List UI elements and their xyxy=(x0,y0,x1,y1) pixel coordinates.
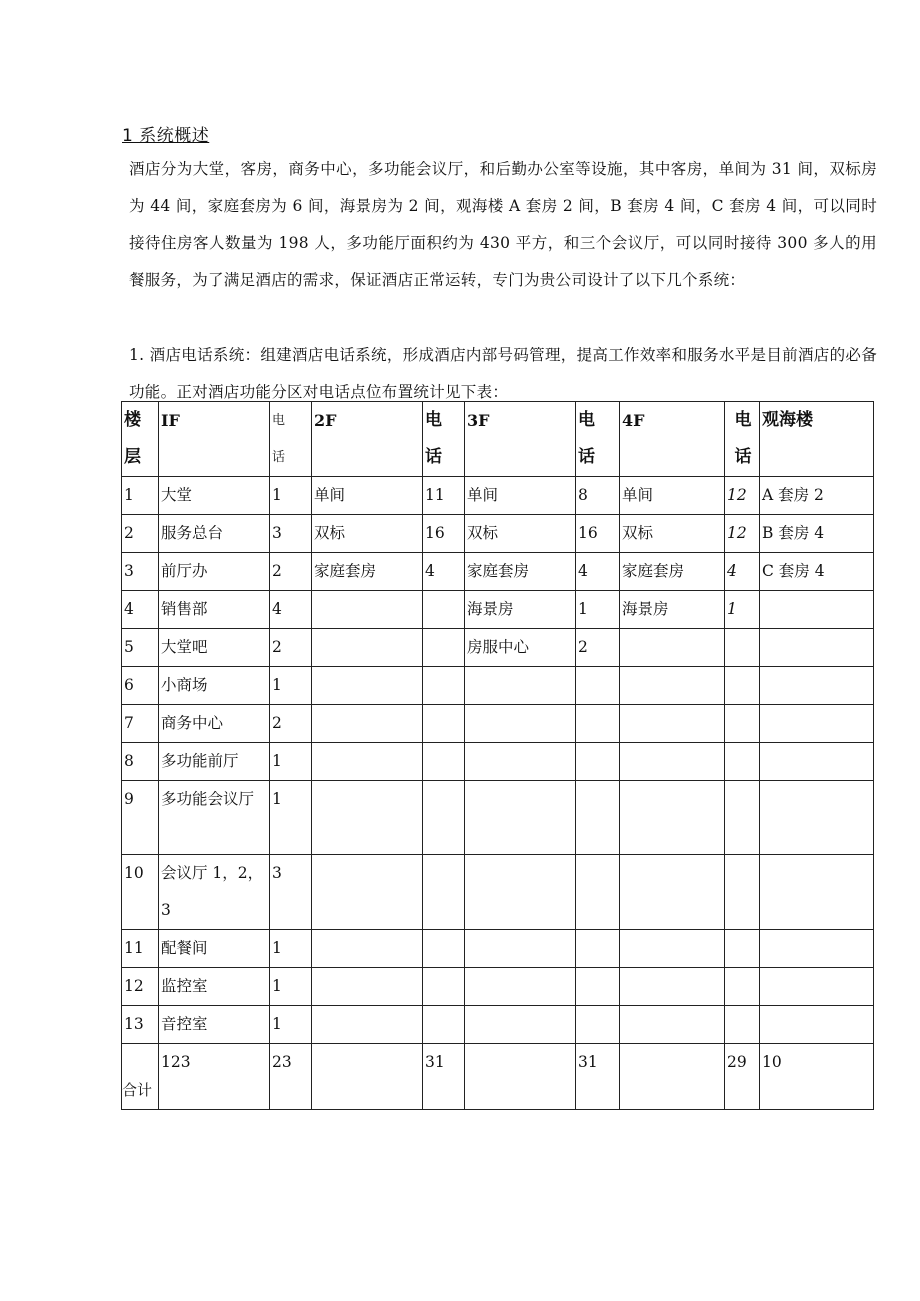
cell-3f: 房服中心 xyxy=(465,629,576,667)
header-ocean-building: 观海楼 xyxy=(760,402,874,477)
table-row xyxy=(122,667,874,705)
cell-1f: 服务总台 xyxy=(159,515,270,553)
cell-2f xyxy=(312,930,423,968)
cell-phone-3f: 2 xyxy=(576,629,620,667)
cell-phone-4f xyxy=(725,705,760,743)
cell-phone-3f xyxy=(576,667,620,705)
cell-ocean xyxy=(760,667,874,705)
cell-phone-4f xyxy=(725,855,760,930)
cell-3f xyxy=(465,968,576,1006)
cell-phone-2f: 4 xyxy=(423,553,465,591)
cell-phone-3f xyxy=(576,705,620,743)
table-row xyxy=(122,553,874,591)
cell-4f: 家庭套房 xyxy=(620,553,725,591)
cell-phone-2f xyxy=(423,968,465,1006)
cell-ocean xyxy=(760,781,874,855)
row-number: 9 xyxy=(122,781,159,855)
cell-3f: 家庭套房 xyxy=(465,553,576,591)
cell-4f xyxy=(620,743,725,781)
cell-phone-2f: 16 xyxy=(423,515,465,553)
cell-phone-1f: 1 xyxy=(270,477,312,515)
cell-2f xyxy=(312,629,423,667)
cell-phone-4f xyxy=(725,629,760,667)
cell-phone-2f xyxy=(423,705,465,743)
row-number: 5 xyxy=(122,629,159,667)
cell-phone-4f xyxy=(725,930,760,968)
cell-3f xyxy=(465,743,576,781)
cell-4f: 海景房 xyxy=(620,591,725,629)
cell-1f: 配餐间 xyxy=(159,930,270,968)
cell-phone-3f: 8 xyxy=(576,477,620,515)
cell-phone-2f xyxy=(423,1006,465,1044)
header-phone-2f: 电 话 xyxy=(423,402,465,477)
cell-ocean xyxy=(760,855,874,930)
cell-3f: 海景房 xyxy=(465,591,576,629)
cell-phone-4f xyxy=(725,968,760,1006)
header-4f: 4F xyxy=(620,402,725,477)
cell-3f xyxy=(465,1006,576,1044)
cell-ocean: B 套房 4 xyxy=(760,515,874,553)
cell-4f xyxy=(620,1006,725,1044)
cell-phone-3f xyxy=(576,743,620,781)
cell-ocean xyxy=(760,629,874,667)
cell-2f xyxy=(312,968,423,1006)
cell-2f xyxy=(312,591,423,629)
cell-phone-2f xyxy=(423,591,465,629)
cell-phone-1f: 2 xyxy=(270,553,312,591)
table-row xyxy=(122,930,874,968)
table-total-row xyxy=(122,1044,874,1110)
cell-phone-3f xyxy=(576,1006,620,1044)
cell-ocean xyxy=(760,705,874,743)
cell-2f xyxy=(312,1006,423,1044)
cell-2f: 单间 xyxy=(312,477,423,515)
cell-phone-2f xyxy=(423,743,465,781)
row-number: 6 xyxy=(122,667,159,705)
cell-3f: 双标 xyxy=(465,515,576,553)
cell-phone-2f xyxy=(423,781,465,855)
cell-4f xyxy=(620,781,725,855)
cell-phone-4f xyxy=(725,743,760,781)
cell-phone-4f: 4 xyxy=(725,553,760,591)
cell-3f xyxy=(465,705,576,743)
cell-1f: 会议厅 1，2，3 xyxy=(159,855,270,930)
cell-phone-2f xyxy=(423,667,465,705)
row-number: 11 xyxy=(122,930,159,968)
cell-phone-1f: 3 xyxy=(270,855,312,930)
row-number: 8 xyxy=(122,743,159,781)
cell-1f: 前厅办 xyxy=(159,553,270,591)
table-row xyxy=(122,477,874,515)
cell-ocean: A 套房 2 xyxy=(760,477,874,515)
table-row xyxy=(122,705,874,743)
cell-1f: 大堂 xyxy=(159,477,270,515)
cell-phone-4f xyxy=(725,667,760,705)
cell-1f: 多功能会议厅 xyxy=(159,781,270,855)
cell-phone-4f: 1 xyxy=(725,591,760,629)
cell-phone-2f: 11 xyxy=(423,477,465,515)
row-number: 1 xyxy=(122,477,159,515)
cell-phone-4f: 12 xyxy=(725,477,760,515)
cell-phone-3f: 1 xyxy=(576,591,620,629)
cell-3f xyxy=(465,781,576,855)
cell-ocean xyxy=(760,968,874,1006)
cell-4f xyxy=(620,629,725,667)
total-phone-3f: 31 xyxy=(576,1044,620,1110)
cell-ocean xyxy=(760,1006,874,1044)
cell-phone-1f: 2 xyxy=(270,629,312,667)
cell-1f: 监控室 xyxy=(159,968,270,1006)
cell-ocean: C 套房 4 xyxy=(760,553,874,591)
cell-2f: 双标 xyxy=(312,515,423,553)
total-2f xyxy=(312,1044,423,1110)
cell-ocean xyxy=(760,743,874,781)
row-number: 4 xyxy=(122,591,159,629)
cell-phone-2f xyxy=(423,855,465,930)
cell-phone-3f: 4 xyxy=(576,553,620,591)
header-2f: 2F xyxy=(312,402,423,477)
table-row xyxy=(122,855,874,930)
row-number: 3 xyxy=(122,553,159,591)
cell-4f: 双标 xyxy=(620,515,725,553)
cell-phone-2f xyxy=(423,930,465,968)
section-heading: 1 系统概述 xyxy=(122,126,210,146)
cell-4f xyxy=(620,667,725,705)
cell-ocean xyxy=(760,591,874,629)
table-body xyxy=(122,477,874,1044)
cell-1f: 销售部 xyxy=(159,591,270,629)
cell-1f: 小商场 xyxy=(159,667,270,705)
cell-phone-4f: 12 xyxy=(725,515,760,553)
cell-2f xyxy=(312,705,423,743)
cell-phone-1f: 1 xyxy=(270,968,312,1006)
phone-system-paragraph: 1. 酒店电话系统：组建酒店电话系统，形成酒店内部号码管理，提高工作效率和服务水平是目前酒店的必备功能。正对酒店功能分区对电话点位布置统计见下表： xyxy=(129,346,877,401)
cell-phone-1f: 1 xyxy=(270,930,312,968)
total-phone-2f: 31 xyxy=(423,1044,465,1110)
cell-phone-1f: 4 xyxy=(270,591,312,629)
phone-point-table xyxy=(121,401,874,1110)
cell-phone-3f xyxy=(576,855,620,930)
cell-4f: 单间 xyxy=(620,477,725,515)
cell-2f xyxy=(312,667,423,705)
overview-paragraph: 酒店分为大堂，客房，商务中心，多功能会议厅，和后勤办公室等设施，其中客房，单间为 31 间，双标房为 44 间，家庭套房为 6 间，海景房为 2 间，观海楼 A 套房 2 间，B 套房 4 间，C 套房 4 间，可以同时接待住房客人数量为 198 人，多功能厅面积约为 430 平方，和三个会议厅，可以同时接待 300 多人的用餐服务，为了满足酒店的需求，保证酒店正常运转，专门为贵公司设计了以下几个系统： xyxy=(129,160,877,289)
header-phone-3f: 电 话 xyxy=(576,402,620,477)
cell-2f xyxy=(312,781,423,855)
cell-phone-3f xyxy=(576,930,620,968)
table-row xyxy=(122,968,874,1006)
header-1f: IF xyxy=(159,402,270,477)
cell-1f: 音控室 xyxy=(159,1006,270,1044)
cell-1f: 多功能前厅 xyxy=(159,743,270,781)
header-phone-1f: 电 话 xyxy=(270,402,312,477)
cell-3f xyxy=(465,667,576,705)
table-header-row xyxy=(122,402,874,477)
cell-phone-4f xyxy=(725,781,760,855)
table-row xyxy=(122,629,874,667)
table-row xyxy=(122,591,874,629)
header-floor: 楼 层 xyxy=(122,402,159,477)
row-number: 12 xyxy=(122,968,159,1006)
cell-phone-2f xyxy=(423,629,465,667)
cell-phone-3f xyxy=(576,968,620,1006)
cell-phone-3f: 16 xyxy=(576,515,620,553)
cell-4f xyxy=(620,855,725,930)
total-1f: 123 xyxy=(159,1044,270,1110)
cell-ocean xyxy=(760,930,874,968)
table-row xyxy=(122,781,874,855)
cell-phone-1f: 1 xyxy=(270,1006,312,1044)
table-row xyxy=(122,515,874,553)
total-4f xyxy=(620,1044,725,1110)
total-phone-4f: 29 xyxy=(725,1044,760,1110)
table-row xyxy=(122,743,874,781)
cell-phone-1f: 1 xyxy=(270,743,312,781)
cell-phone-1f: 3 xyxy=(270,515,312,553)
cell-4f xyxy=(620,930,725,968)
row-number: 10 xyxy=(122,855,159,930)
cell-phone-1f: 1 xyxy=(270,781,312,855)
cell-3f xyxy=(465,855,576,930)
cell-3f: 单间 xyxy=(465,477,576,515)
cell-2f xyxy=(312,855,423,930)
cell-phone-4f xyxy=(725,1006,760,1044)
total-phone-1f: 23 xyxy=(270,1044,312,1110)
cell-phone-3f xyxy=(576,781,620,855)
total-label: 合计 xyxy=(122,1044,159,1110)
cell-2f: 家庭套房 xyxy=(312,553,423,591)
header-phone-4f: 电 话 xyxy=(725,402,760,477)
cell-4f xyxy=(620,968,725,1006)
row-number: 2 xyxy=(122,515,159,553)
cell-phone-1f: 1 xyxy=(270,667,312,705)
cell-2f xyxy=(312,743,423,781)
cell-1f: 大堂吧 xyxy=(159,629,270,667)
table-row xyxy=(122,1006,874,1044)
cell-1f: 商务中心 xyxy=(159,705,270,743)
cell-3f xyxy=(465,930,576,968)
row-number: 7 xyxy=(122,705,159,743)
total-3f xyxy=(465,1044,576,1110)
row-number: 13 xyxy=(122,1006,159,1044)
header-3f: 3F xyxy=(465,402,576,477)
cell-4f xyxy=(620,705,725,743)
total-ocean: 10 xyxy=(760,1044,874,1110)
cell-phone-1f: 2 xyxy=(270,705,312,743)
